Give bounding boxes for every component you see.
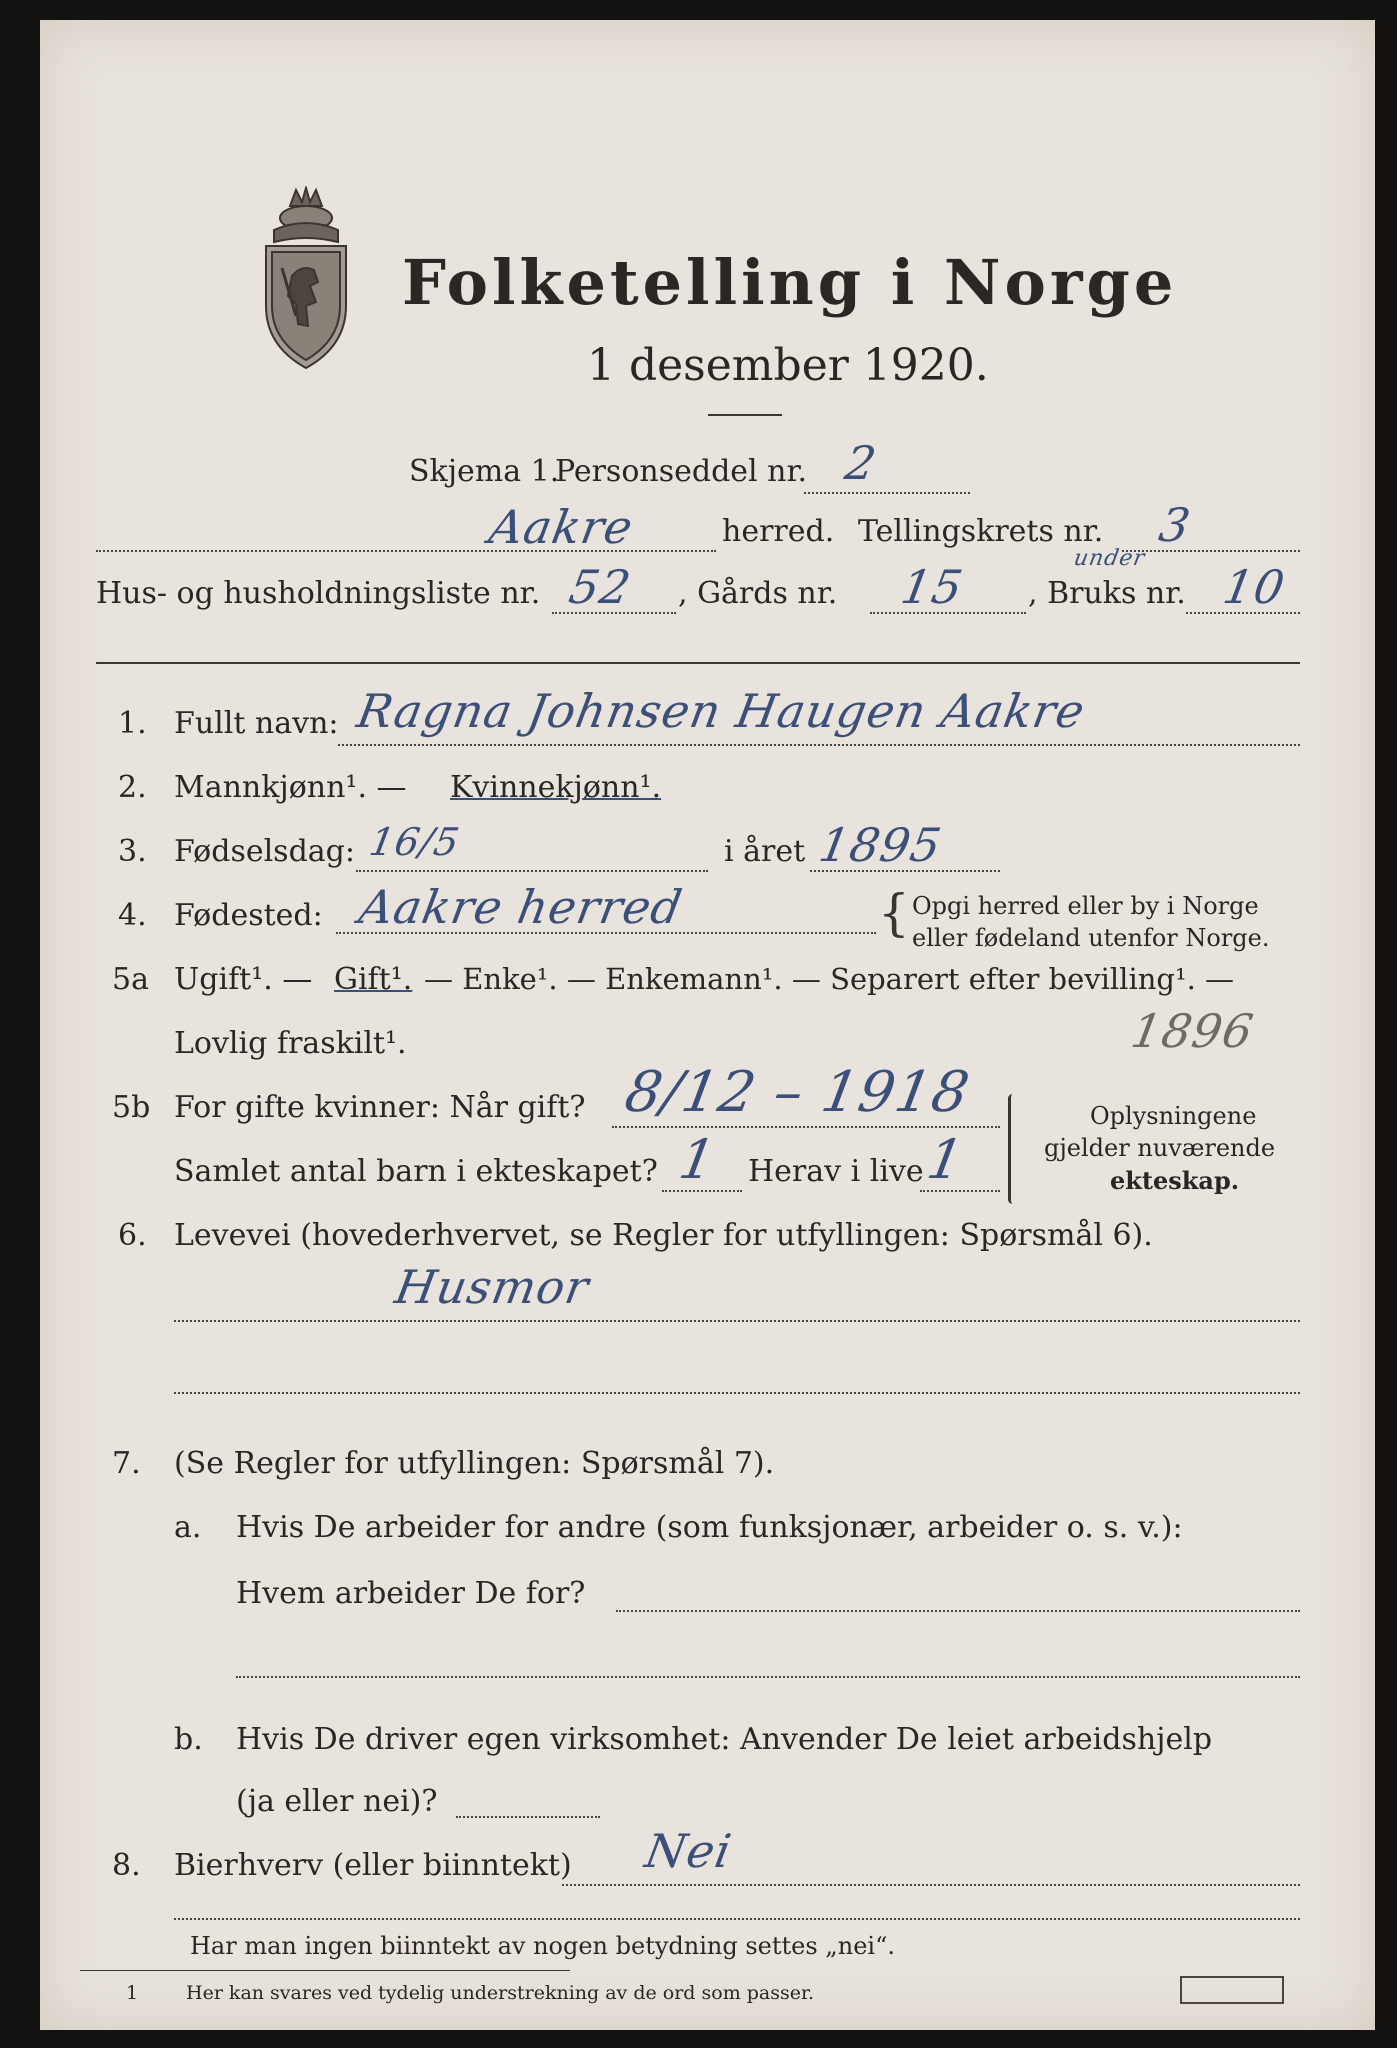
q7a-answer-line-2[interactable] [236,1676,1300,1678]
q5b-number: 5b [112,1090,151,1125]
q7-number: 7. [112,1446,141,1481]
q6-line-2 [174,1392,1300,1394]
q7b-letter: b. [174,1722,203,1757]
children-alive-value[interactable]: 1 [922,1128,969,1191]
q1-label: Fullt navn: [174,706,339,741]
gender-female-option[interactable]: Kvinnekjønn¹. [450,770,662,805]
footnote-divider [80,1970,570,1971]
coat-of-arms-icon [252,186,360,376]
gards-label: , Gårds nr. [678,576,838,611]
tellingskrets-label: Tellingskrets nr. [858,514,1104,549]
q4-note-line1: Opgi herred eller by i Norge [912,892,1259,920]
bruks-value[interactable]: 10 [1219,560,1290,614]
birthday-value[interactable]: 16/5 [366,820,464,864]
birth-year-correction: 1896 [1127,1004,1258,1058]
gards-value[interactable]: 15 [897,560,968,614]
q4-number: 4. [118,898,147,933]
gender-male-option[interactable]: Mannkjønn¹. — [174,770,407,805]
marriage-date-value[interactable]: 8/12 – 1918 [620,1060,975,1125]
civil-status-ugift-option[interactable]: Ugift¹. — [174,962,313,997]
header-divider [96,662,1300,664]
q4-brace: { [878,884,910,942]
full-name-value[interactable]: Ragna Johnsen Haugen Aakre [353,684,1090,738]
footnote-number: 1 [126,1982,139,2004]
title-divider [708,414,782,416]
children-count-value[interactable]: 1 [674,1128,721,1191]
q6-label: Levevei (hovederhvervet, se Regler for utfyllingen: Spørsmål 6). [174,1218,1153,1253]
printer-stamp [1180,1976,1284,2004]
q5a-number: 5a [112,962,149,997]
q7b-question: (ja eller nei)? [236,1784,438,1819]
birth-year-value[interactable]: 1895 [815,818,946,872]
q7-label: (Se Regler for utfyllingen: Spørsmål 7). [174,1446,775,1481]
q5b-brace [1008,1094,1017,1204]
tellingskrets-value[interactable]: 3 [1155,498,1196,552]
civil-status-fraskilt-option[interactable]: Lovlig fraskilt¹. [174,1026,407,1061]
q3-year-label: i året [724,834,806,869]
civil-status-other-options[interactable]: — Enke¹. — Enkemann¹. — Separert efter bevilling¹. — [424,962,1235,996]
q3-day-line [356,870,708,872]
footer-note: Har man ingen biinntekt av nogen betydning settes „nei“. [190,1932,895,1960]
husholdningsliste-value[interactable]: 52 [565,560,636,614]
herred-value[interactable]: Aakre [485,500,638,554]
tellingskrets-line [1122,550,1300,552]
q4-note-line2: eller fødeland utenfor Norge. [912,924,1270,952]
q6-number: 6. [118,1218,147,1253]
footnote-text: Her kan svares ved tydelig understrekning av de ord som passer. [186,1982,815,2004]
q8-line-2 [174,1918,1300,1920]
q1-line [338,744,1300,746]
schema-label: Skjema 1. [409,454,560,489]
personseddel-label: Personseddel nr. [555,454,808,489]
q1-number: 1. [118,706,147,741]
husholdningsliste-label: Hus- og husholdningsliste nr. [96,576,541,611]
q4-label: Fødested: [174,898,323,933]
q5b-label: For gifte kvinner: Når gift? [174,1090,586,1125]
q5b-note-line1: Oplysningene [1090,1102,1257,1130]
q7b-text: Hvis De driver egen virksomhet: Anvender De leiet arbeidshjelp [236,1722,1213,1757]
bruks-label: , Bruks nr. [1028,576,1186,611]
civil-status-gift-option[interactable]: Gift¹. [334,962,413,997]
q7a-text: Hvis De arbeider for andre (som funksjonær, arbeider o. s. v.): [236,1510,1183,1545]
q7a-answer-line[interactable] [616,1610,1300,1612]
q5b-note-line3: ekteskap. [1110,1166,1240,1195]
q5b-note-line2: gjelder nuværende [1044,1134,1276,1162]
under-note: under [1071,546,1148,571]
form-title: Folketelling i Norge [402,246,1178,319]
side-income-value[interactable]: Nei [641,1824,736,1878]
q3-number: 3. [118,834,147,869]
q5b-children-label: Samlet antal barn i ekteskapet? [174,1154,658,1189]
q8-label: Bierhverv (eller biinntekt) [174,1848,572,1883]
q2-number: 2. [118,770,147,805]
census-form-sheet [40,20,1375,2030]
q8-line [562,1884,1300,1886]
q6-line-1 [174,1320,1300,1322]
q7a-question: Hvem arbeider De for? [236,1576,586,1611]
herred-label: herred. [722,514,835,549]
q5b-alive-label: Herav i live [748,1154,924,1189]
census-date: 1 desember 1920. [587,340,989,391]
personseddel-line [804,492,970,494]
q3-label: Fødselsdag: [174,834,355,869]
occupation-value[interactable]: Husmor [391,1260,594,1314]
q7a-letter: a. [174,1510,202,1545]
q7b-answer-line[interactable] [456,1816,600,1818]
q8-number: 8. [112,1848,141,1883]
birthplace-value[interactable]: Aakre herred [355,880,687,934]
personseddel-value[interactable]: 2 [841,436,882,490]
